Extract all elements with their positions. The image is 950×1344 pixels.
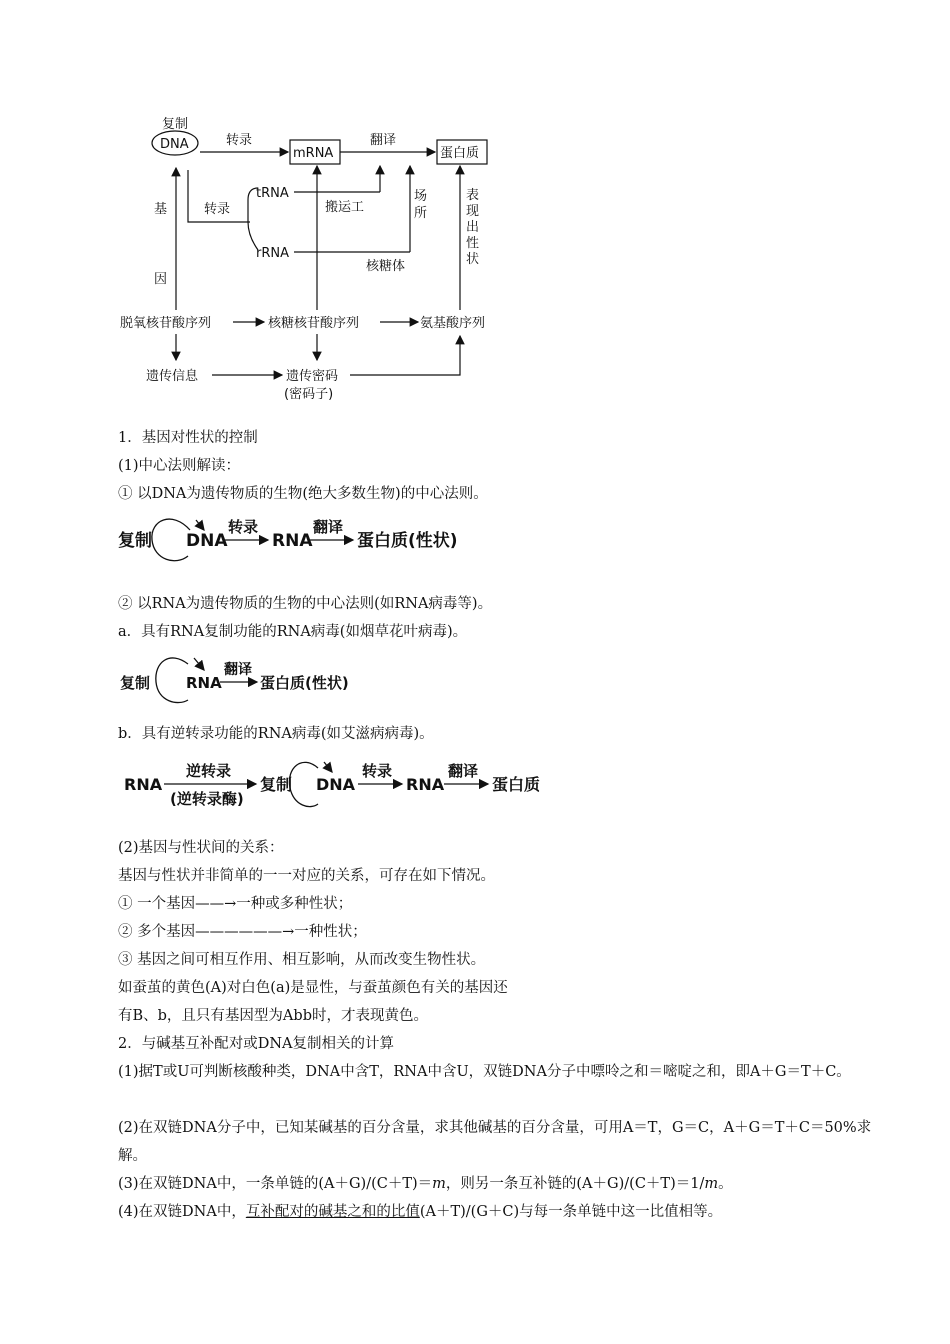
calc-para-4-b: (A＋T)/(G＋C)与每一条单链中这一比值相等。: [419, 1204, 723, 1220]
f2-translate: 翻译: [224, 662, 252, 678]
label-genetic-code: 遗传密码: [286, 369, 339, 384]
item-a: a．具有RNA复制功能的RNA病毒(如烟草花叶病毒)。: [118, 624, 468, 640]
label-carrier: 搬运工: [325, 200, 365, 215]
label-gene-1: 基: [154, 202, 168, 217]
f3-dna: DNA: [316, 775, 356, 794]
f3-rna-2: RNA: [406, 775, 445, 794]
formula-reverse-transcription: [120, 754, 560, 814]
f1-protein: 蛋白质(性状): [357, 531, 458, 551]
case-1-gene: ① 一个基因: [118, 896, 196, 912]
calc-para-4-a: (4)在双链DNA中，: [118, 1204, 246, 1220]
label-dna: DNA: [160, 137, 189, 152]
f1-translate: 翻译: [313, 518, 344, 536]
case-2-trait: 一种性状；: [294, 924, 367, 940]
formula-rna-replication: [112, 650, 372, 710]
f3-replicate: 复制: [260, 775, 293, 794]
item-1: ① 以DNA为遗传物质的生物(绝大多数生物)的中心法则。: [118, 486, 488, 502]
calc-para-3-m: m: [432, 1176, 446, 1192]
f1-rna: RNA: [272, 531, 313, 551]
calc-para-2: (2)在双链DNA分子中，已知某碱基的百分含量，求其他碱基的百分含量，可用A＝T，G＝C，A＋G＝T＋C＝50%求解。: [118, 1120, 872, 1164]
f3-translate: 翻译: [448, 762, 479, 780]
relation-intro: 基因与性状并非简单的一一对应的关系，可存在如下情况。: [118, 868, 495, 884]
label-express-trait: 表现出性状: [466, 188, 480, 267]
case-2: ② 多个基因——————→一种性状；: [118, 924, 367, 940]
label-amino-seq: 氨基酸序列: [420, 316, 486, 331]
calc-para-3-c: 。: [718, 1176, 733, 1192]
sub-heading-1: (1)中心法则解读：: [118, 458, 241, 474]
label-transcribe-2: 转录: [204, 202, 231, 217]
f1-replicate: 复制: [118, 531, 152, 551]
f2-protein: 蛋白质(性状): [260, 674, 349, 692]
section-1-heading: 1．基因对性状的控制: [118, 430, 258, 446]
label-site: 场所: [414, 189, 428, 221]
calc-para-1: (1)据T或U可判断核酸种类，DNA中含T，RNA中含U，双链DNA分子中嘌呤之和＝嘧啶之和，即A＋G＝T＋C。: [118, 1064, 851, 1080]
item-b: b．具有逆转录功能的RNA病毒(如艾滋病病毒)。: [118, 726, 434, 742]
calc-para-3-a: (3)在双链DNA中，一条单链的(A＋G)/(C＋T)＝: [118, 1176, 433, 1192]
label-rrna: rRNA: [256, 246, 289, 261]
case-1: ① 一个基因——→一种或多种性状；: [118, 896, 353, 912]
f1-dna: DNA: [186, 531, 228, 551]
f3-rt: 逆转录: [186, 762, 232, 780]
f3-rna: RNA: [124, 775, 163, 794]
label-ribosome: 核糖体: [366, 259, 406, 274]
label-ribo-seq: 核糖核苷酸序列: [268, 316, 360, 331]
calc-para-3-m2: m: [704, 1176, 719, 1192]
case-1-trait: 一种或多种性状；: [236, 896, 353, 912]
f2-replicate: 复制: [120, 674, 151, 692]
item-2: ② 以RNA为遗传物质的生物的中心法则(如RNA病毒等)。: [118, 596, 493, 612]
case-3: ③ 基因之间可相互作用、相互影响，从而改变生物性状。: [118, 952, 486, 968]
calc-para-3-b: ，则另一条互补链的(A＋G)/(C＋T)＝1/: [445, 1176, 705, 1192]
formula-dna-dogma: [110, 510, 490, 570]
label-deoxy-seq: 脱氧核苷酸序列: [120, 316, 212, 331]
f3-protein: 蛋白质: [492, 775, 541, 794]
f1-transcribe: 转录: [228, 518, 259, 536]
calc-para-4-underlined: 互补配对的碱基之和的比值: [245, 1204, 420, 1220]
label-gene-2: 因: [154, 272, 168, 287]
label-protein: 蛋白质: [440, 146, 480, 161]
f3-transcribe: 转录: [362, 762, 393, 780]
f3-rt-enzyme: (逆转录酶): [170, 790, 244, 808]
calc-para-4: [118, 1202, 722, 1222]
case-2-gene: ② 多个基因: [118, 924, 196, 940]
label-trna: tRNA: [256, 186, 289, 201]
label-codon: (密码子): [284, 387, 334, 402]
example-line-2: 有B、b，且只有基因型为Abb时，才表现黄色。: [118, 1008, 428, 1024]
section-2-heading: 2．与碱基互补配对或DNA复制相关的计算: [118, 1036, 395, 1052]
label-replicate: 复制: [162, 117, 189, 132]
calc-para-3: [118, 1174, 733, 1194]
label-genetic-info: 遗传信息: [146, 369, 199, 384]
f2-rna: RNA: [186, 674, 222, 692]
label-transcribe: 转录: [226, 133, 253, 148]
label-translate: 翻译: [370, 133, 397, 148]
label-mrna: mRNA: [293, 146, 334, 161]
example-line-1: 如蚕茧的黄色(A)对白色(a)是显性，与蚕茧颜色有关的基因还: [118, 980, 508, 996]
sub-heading-2: (2)基因与性状间的关系：: [118, 840, 284, 856]
